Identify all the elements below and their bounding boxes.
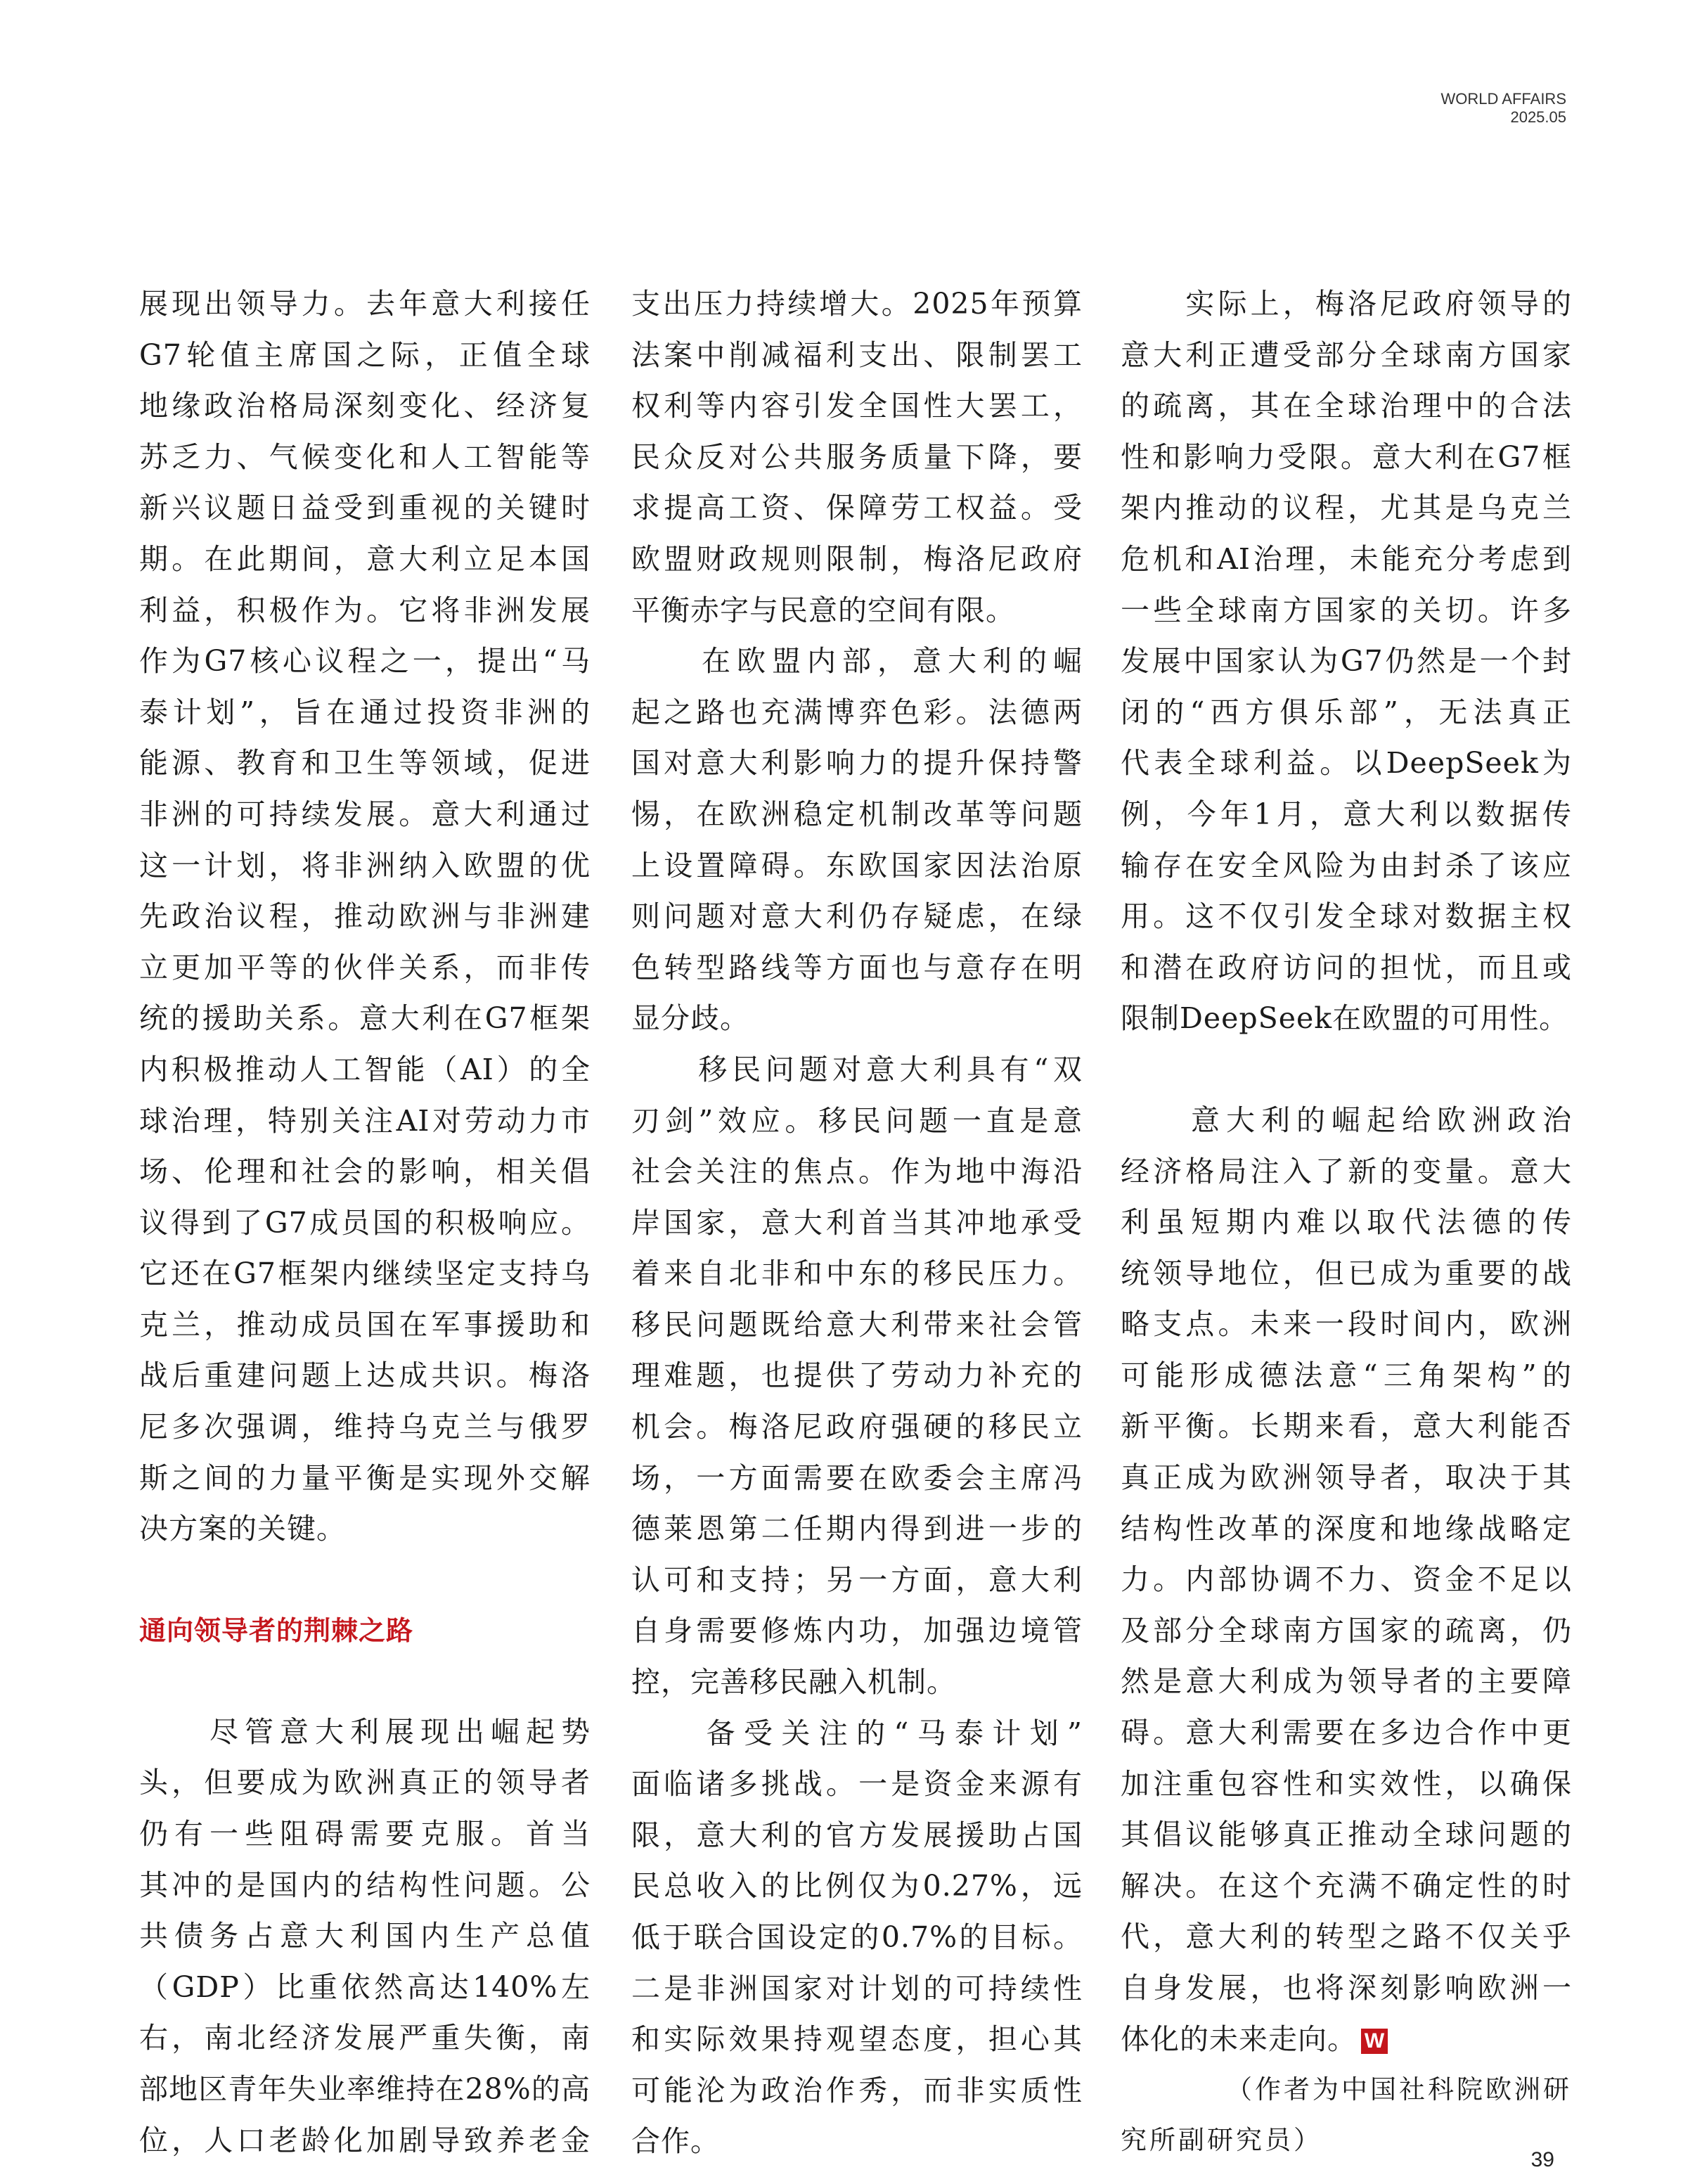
text-line: 理难题，也提供了劳动力补充的 [631,1358,1083,1393]
text-line: 力。内部协调不力、资金不足以 [1121,1562,1572,1597]
text-line: 实际上，梅洛尼政府领导的 [1121,287,1572,321]
text-line: 惕，在欧洲稳定机制改革等问题 [631,797,1083,831]
text-line: 经济格局注入了新的变量。意大 [1121,1154,1572,1188]
text-line: 及部分全球南方国家的疏离，仍 [1121,1613,1572,1647]
text-line: 利虽短期内难以取代法德的传 [1121,1205,1572,1240]
text-line: 国对意大利影响力的提升保持警 [631,746,1083,781]
text-line: 着来自北非和中东的移民压力。 [631,1257,1083,1291]
text-line: 场，一方面需要在欧委会主席冯 [631,1460,1083,1495]
text-line: 统领导地位，但已成为重要的战 [1121,1256,1572,1290]
text-line: 它还在G7框架内继续坚定支持乌 [139,1257,591,1291]
text-line: 结构性改革的深度和地缘战略定 [1121,1511,1572,1546]
text-line: 能源、教育和卫生等领域，促进 [139,746,591,781]
text-line: 意大利正遭受部分全球南方国家 [1121,338,1572,372]
text-line: 其倡议能够真正推动全球问题的 [1121,1818,1572,1852]
text-line: 议得到了G7成员国的积极响应。 [139,1205,591,1240]
text-line: 头，但要成为欧洲真正的领导者 [139,1766,591,1800]
column-3 [1121,278,1572,2166]
text-line: 和潜在政府访问的担忧，而且或 [1121,950,1572,984]
text-line: 代，意大利的转型之路不仅关乎 [1121,1920,1572,1954]
text-line: 权利等内容引发全国性大罢工， [631,389,1083,423]
text-line: 先政治议程，推动欧洲与非洲建 [139,899,591,934]
text-line: 尼多次强调，维持乌克兰与俄罗 [139,1410,591,1444]
text-line: 右，南北经济发展严重失衡，南 [139,2021,591,2055]
section-heading: 通向领导者的荆棘之路 [139,1614,414,1646]
text-line: 位，人口老龄化加剧导致养老金 [139,2123,591,2157]
text-line: 输存在安全风险为由封杀了该应 [1121,848,1572,882]
text-line: 碍。意大利需要在多边合作中更 [1121,1716,1572,1750]
text-line: 例，今年1月，意大利以数据传 [1121,797,1572,831]
text-line: 用。这不仅引发全球对数据主权 [1121,899,1572,934]
text-line: 二是非洲国家对计划的可持续性 [631,1971,1083,2005]
text-line: 则问题对意大利仍存疑虑，在绿 [631,899,1083,934]
text-line: 部地区青年失业率维持在28%的高 [139,2072,591,2106]
text-line: 统的援助关系。意大利在G7框架 [139,1001,591,1036]
column-1-body-bottom [139,1707,591,2166]
text-line: 机会。梅洛尼政府强硬的移民立 [631,1410,1083,1444]
column-3-body-bottom [1121,1095,1572,2014]
text-line: 限，意大利的官方发展援助占国 [631,1818,1083,1852]
text-line: 解决。在这个充满不确定性的时 [1121,1868,1572,1903]
text-line: 自身发展，也将深刻影响欧洲一 [1121,1971,1572,2005]
text-line: 新平衡。长期来看，意大利能否 [1121,1409,1572,1444]
text-line: 色转型路线等方面也与意存在明 [631,950,1083,984]
final-line-text: 体化的未来走向。 [1121,2022,1357,2056]
text-line: 求提高工资、保障劳工权益。受 [631,491,1083,525]
author-byline-2: 究所副研究员） [1121,2125,1322,2156]
text-line: 加注重包容性和实效性，以确保 [1121,1766,1572,1801]
text-line: 平衡赤字与民意的空间有限。 [631,593,1015,627]
text-line: 控，完善移民融入机制。 [631,1665,956,1700]
text-line: 球治理，特别关注AI对劳动力市 [139,1103,591,1138]
end-mark-icon: W [1361,2029,1388,2054]
text-line: 德莱恩第二任期内得到进一步的 [631,1512,1083,1546]
column-1 [139,278,591,2166]
text-line: 岸国家，意大利首当其冲地承受 [631,1205,1083,1240]
issue-date: 2025.05 [1510,108,1566,126]
author-byline-1: （作者为中国社科院欧洲研 [1226,2074,1572,2105]
text-line: 认可和支持；另一方面，意大利 [631,1562,1083,1597]
text-line: 场、伦理和社会的影响，相关倡 [139,1155,591,1189]
column-3-body-top [1121,278,1572,1044]
text-line: 上设置障碍。东欧国家因法治原 [631,848,1083,882]
text-line: 战后重建问题上达成共识。梅洛 [139,1358,591,1393]
text-line: 自身需要修炼内功，加强边境管 [631,1614,1083,1648]
text-line: 非洲的可持续发展。意大利通过 [139,797,591,831]
text-line: 架内推动的议程，尤其是乌克兰 [1121,491,1572,525]
text-line: 利益，积极作为。它将非洲发展 [139,593,591,627]
text-line: 欧盟财政规则限制，梅洛尼政府 [631,541,1083,576]
text-line: 苏乏力、气候变化和人工智能等 [139,439,591,474]
text-line: 然是意大利成为领导者的主要障 [1121,1664,1572,1699]
text-line: 其冲的是国内的结构性问题。公 [139,1868,591,1902]
text-line: 这一计划，将非洲纳入欧盟的优 [139,848,591,882]
magazine-name: WORLD AFFAIRS [1440,90,1566,108]
text-line: 社会关注的焦点。作为地中海沿 [631,1155,1083,1189]
text-line: 真正成为欧洲领导者，取决于其 [1121,1460,1572,1495]
text-line: 在欧盟内部，意大利的崛 [631,644,1083,679]
text-line: 新兴议题日益受到重视的关键时 [139,491,591,525]
text-line: G7轮值主席国之际，正值全球 [139,338,591,372]
text-line: 显分歧。 [631,1001,749,1036]
running-header [1441,90,1566,127]
text-line: 立更加平等的伙伴关系，而非传 [139,950,591,984]
text-line: 危机和AI治理，未能充分考虑到 [1121,541,1572,576]
text-line: 可能形成德法意“三角架构”的 [1121,1358,1572,1392]
text-line: 展现出领导力。去年意大利接任 [139,287,591,321]
text-line: 可能沦为政治作秀，而非实质性 [631,2073,1083,2107]
text-line: 备受关注的“马泰计划” [631,1716,1083,1750]
text-line: 闭的“西方俱乐部”，无法真正 [1121,695,1572,729]
text-line: 起之路也充满博弈色彩。法德两 [631,695,1083,729]
text-line: 代表全球利益。以DeepSeek为 [1121,746,1572,781]
text-line: 一些全球南方国家的关切。许多 [1121,593,1572,627]
final-line [1121,2014,1572,2065]
text-line: 和实际效果持观望态度，担心其 [631,2022,1083,2057]
text-line: 决方案的关键。 [139,1512,346,1546]
text-line: 泰计划”，旨在通过投资非洲的 [139,695,591,729]
text-line: 法案中削减福利支出、限制罢工 [631,338,1083,372]
column-2 [631,278,1083,2167]
text-line: 克兰，推动成员国在军事援助和 [139,1307,591,1342]
text-line: 共债务占意大利国内生产总值 [139,1919,591,1953]
text-line: 低于联合国设定的0.7%的目标。 [631,1920,1083,1954]
text-line: 期。在此期间，意大利立足本国 [139,541,591,576]
text-line: 移民问题对意大利具有“双 [631,1052,1083,1086]
text-line: 移民问题既给意大利带来社会管 [631,1307,1083,1342]
text-line: 民众反对公共服务质量下降，要 [631,439,1083,474]
text-line: 性和影响力受限。意大利在G7框 [1121,439,1572,474]
text-line: 意大利的崛起给欧洲政治 [1121,1103,1572,1137]
text-line: 面临诸多挑战。一是资金来源有 [631,1767,1083,1801]
text-line: 尽管意大利展现出崛起势 [139,1714,591,1749]
text-line: 的疏离，其在全球治理中的合法 [1121,389,1572,423]
text-line: 刃剑”效应。移民问题一直是意 [631,1103,1083,1138]
text-line: 发展中国家认为G7仍然是一个封 [1121,644,1572,679]
text-line: 合作。 [631,2124,720,2159]
text-line: （GDP）比重依然高达140%左 [139,1970,591,2004]
page-number: 39 [1530,2148,1554,2171]
column-1-body-top [139,278,591,1555]
text-line: 略支点。未来一段时间内，欧洲 [1121,1307,1572,1342]
column-2-body [631,278,1083,2167]
text-line: 民总收入的比例仅为0.27%，远 [631,1869,1083,1903]
text-line: 支出压力持续增大。2025年预算 [631,287,1083,321]
text-line: 作为G7核心议程之一，提出“马 [139,644,591,679]
text-line: 限制DeepSeek在欧盟的可用性。 [1121,1001,1569,1036]
text-line: 地缘政治格局深刻变化、经济复 [139,389,591,423]
text-line: 斯之间的力量平衡是实现外交解 [139,1460,591,1495]
text-line: 仍有一些阻碍需要克服。首当 [139,1817,591,1851]
text-line: 内积极推动人工智能（AI）的全 [139,1052,591,1086]
